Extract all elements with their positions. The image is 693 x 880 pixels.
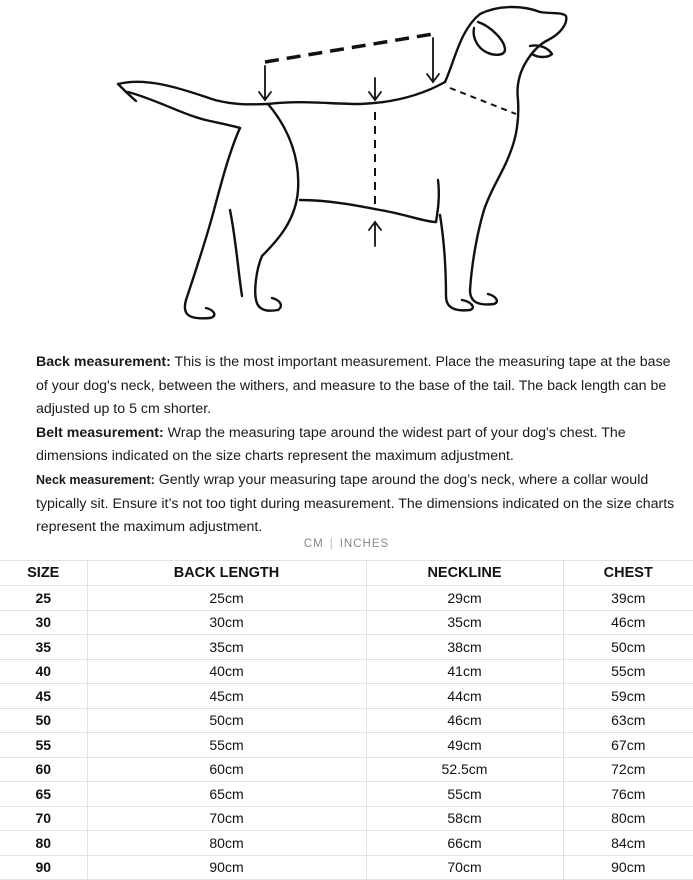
neckline-cell: 46cm — [366, 708, 563, 733]
size-cell: 65 — [0, 782, 87, 807]
chest-cell: 63cm — [563, 708, 693, 733]
table-row — [0, 659, 693, 684]
back-length-cell: 90cm — [87, 855, 366, 880]
back-length-cell: 60cm — [87, 757, 366, 782]
back-length-cell: 65cm — [87, 782, 366, 807]
back-length-cell: 35cm — [87, 635, 366, 660]
unit-cm-option[interactable]: CM — [303, 538, 324, 550]
size-cell: 25 — [0, 586, 87, 611]
header-neckline: NECKLINE — [366, 561, 563, 586]
neckline-cell: 66cm — [366, 831, 563, 856]
chest-cell: 90cm — [563, 855, 693, 880]
table-row — [0, 782, 693, 807]
neckline-cell: 55cm — [366, 782, 563, 807]
header-back-length: BACK LENGTH — [87, 561, 366, 586]
table-row — [0, 855, 693, 880]
header-size: SIZE — [0, 561, 87, 586]
neckline-cell: 38cm — [366, 635, 563, 660]
neck-measurement-term: Neck measurement: — [36, 472, 155, 487]
dog-back — [268, 82, 445, 104]
size-cell: 40 — [0, 659, 87, 684]
table-header-row — [0, 561, 693, 586]
size-chart-table — [0, 560, 693, 880]
table-row — [0, 635, 693, 660]
chest-cell: 55cm — [563, 659, 693, 684]
table-row — [0, 684, 693, 709]
size-cell: 55 — [0, 733, 87, 758]
chest-cell: 72cm — [563, 757, 693, 782]
chest-cell: 39cm — [563, 586, 693, 611]
dog-belly — [300, 200, 436, 222]
chest-cell: 59cm — [563, 684, 693, 709]
neckline-cell: 58cm — [366, 806, 563, 831]
measurement-instructions — [36, 351, 686, 540]
measurement-arrows — [259, 38, 439, 246]
size-cell: 60 — [0, 757, 87, 782]
chest-cell: 80cm — [563, 806, 693, 831]
unit-inches-option[interactable]: INCHES — [339, 538, 390, 550]
size-cell: 90 — [0, 855, 87, 880]
chest-cell: 84cm — [563, 831, 693, 856]
belt-measurement-text: Belt measurement: Wrap the measuring tape around the widest part of your dog's chest. The dimensions indicated on the size charts represent the maximum adjustment. — [36, 424, 626, 465]
back-length-cell: 45cm — [87, 684, 366, 709]
table-row — [0, 708, 693, 733]
neckline-cell: 41cm — [366, 659, 563, 684]
chest-cell: 46cm — [563, 610, 693, 635]
size-cell: 30 — [0, 610, 87, 635]
size-cell: 80 — [0, 831, 87, 856]
size-cell: 45 — [0, 684, 87, 709]
size-cell: 70 — [0, 806, 87, 831]
chest-cell: 50cm — [563, 635, 693, 660]
back-length-cell: 55cm — [87, 733, 366, 758]
size-chart-body — [0, 586, 693, 880]
back-length-cell: 80cm — [87, 831, 366, 856]
dog-head — [445, 7, 566, 165]
unit-toggle — [0, 538, 693, 550]
header-chest: CHEST — [563, 561, 693, 586]
table-row — [0, 733, 693, 758]
neck-measurement-line — [450, 88, 516, 114]
neckline-cell: 44cm — [366, 684, 563, 709]
size-cell: 35 — [0, 635, 87, 660]
back-length-cell: 25cm — [87, 586, 366, 611]
neckline-cell: 29cm — [366, 586, 563, 611]
neckline-cell: 70cm — [366, 855, 563, 880]
neck-measurement-text: Neck measurement: Gently wrap your measuring tape around the dog’s neck, where a collar would typically sit. Ensure it’s not too tight during measurement. The dimensions indicated on the size charts represent the maximum adjustment. — [36, 471, 675, 536]
back-length-cell: 30cm — [87, 610, 366, 635]
back-length-cell: 70cm — [87, 806, 366, 831]
chest-cell: 67cm — [563, 733, 693, 758]
table-row — [0, 610, 693, 635]
table-row — [0, 831, 693, 856]
table-row — [0, 806, 693, 831]
chest-cell: 76cm — [563, 782, 693, 807]
back-measurement-text: Back measurement: This is the most important measurement. Place the measuring tape at the base of your dog's neck, between the withers, and measure to the base of the tail. The back length can be adjusted up to 5 cm shorter. — [36, 354, 671, 418]
dog-measurement-illustration — [0, 0, 693, 340]
dog-ear — [474, 22, 505, 55]
neckline-cell: 35cm — [366, 610, 563, 635]
neckline-cell: 49cm — [366, 733, 563, 758]
back-length-cell: 50cm — [87, 708, 366, 733]
back-measurement-line — [265, 34, 433, 62]
belt-measurement-term: Belt measurement: — [36, 424, 164, 441]
size-cell: 50 — [0, 708, 87, 733]
dog-tail — [118, 82, 268, 105]
dog-chest — [470, 165, 505, 304]
table-row — [0, 586, 693, 611]
unit-separator: | — [329, 538, 334, 550]
table-row — [0, 757, 693, 782]
back-measurement-term: Back measurement: — [36, 354, 171, 370]
back-length-cell: 40cm — [87, 659, 366, 684]
neckline-cell: 52.5cm — [366, 757, 563, 782]
